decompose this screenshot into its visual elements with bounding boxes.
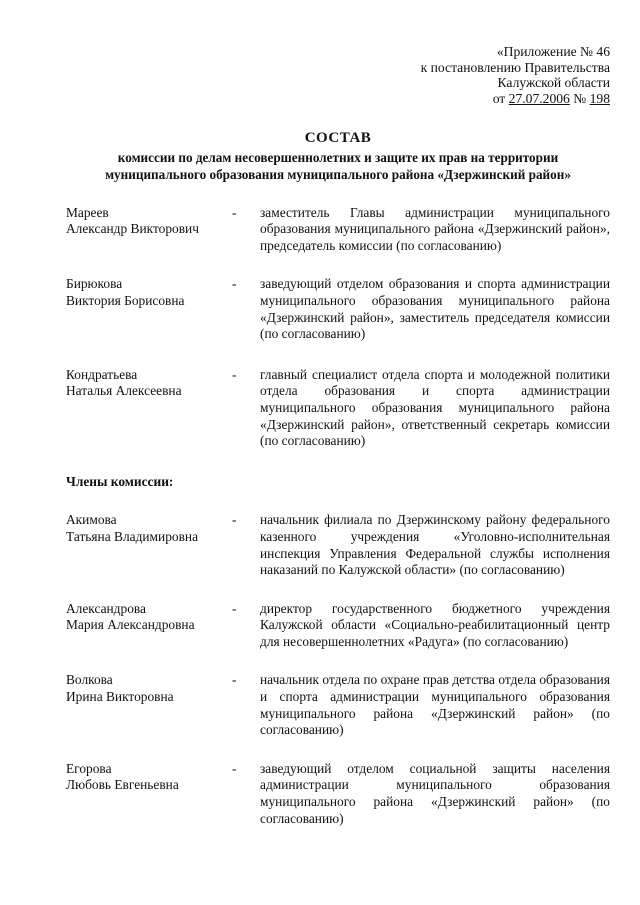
- dash: -: [232, 204, 237, 220]
- person-role: главный специалист отдела спорта и молодежной политики отдела образования и спорта администрации муниципального образования муниципального района «Дзержинский район», ответственный секретарь комиссии (по согласованию): [260, 366, 610, 449]
- subtitle-line: комиссии по делам несовершеннолетних и защите их прав на территории: [117, 150, 559, 166]
- member-row: [66, 672, 610, 738]
- appendix-date-line: [66, 91, 610, 107]
- person-row: [66, 205, 610, 255]
- given-names: Татьяна Владимировна: [66, 528, 199, 544]
- given-names: Наталья Алексеевна: [66, 383, 182, 399]
- appendix-line: к постановлению Правительства: [420, 59, 610, 75]
- surname: Волкова: [66, 672, 113, 688]
- member-row: [66, 761, 610, 827]
- resolution-date: 27.07.2006: [508, 91, 570, 107]
- appendix-line: «Приложение № 46: [496, 44, 610, 59]
- person-role: заведующий отделом социальной защиты населения администрации муниципального образования муниципального района «Дзержинский район» (по согласованию): [260, 760, 610, 826]
- resolution-number: 198: [589, 91, 610, 107]
- surname: Кондратьева: [66, 366, 138, 382]
- person-name: [66, 205, 232, 255]
- person-name: [66, 761, 232, 827]
- person-name: [66, 276, 232, 342]
- person-role: заместитель Главы администрации муниципального образования муниципального района «Дзержинский район», председатель комиссии (по согласованию): [260, 204, 610, 253]
- person-row: [66, 367, 610, 450]
- dash: -: [232, 672, 237, 688]
- person-name: [66, 367, 232, 450]
- appendix-block: [66, 44, 610, 107]
- appendix-line: Калужской области: [497, 75, 610, 91]
- person-row: [66, 276, 610, 342]
- document-subtitle: [66, 150, 610, 183]
- person-role: заведующий отделом образования и спорта администрации муниципального образования муниципального района «Дзержинский район», заместитель председателя комиссии (по согласованию): [260, 276, 610, 342]
- member-row: [66, 601, 610, 651]
- subtitle-line: муниципального образования муниципального района «Дзержинский район»: [105, 167, 571, 182]
- date-prefix: от: [492, 91, 509, 107]
- given-names: Мария Александровна: [66, 617, 195, 633]
- given-names: Ирина Викторовна: [66, 689, 174, 705]
- given-names: Виктория Борисовна: [66, 292, 185, 308]
- number-prefix: №: [569, 91, 590, 107]
- member-row: [66, 512, 610, 578]
- person-name: [66, 601, 232, 651]
- dash: -: [232, 760, 237, 776]
- person-name: [66, 512, 232, 578]
- surname: Егорова: [66, 760, 112, 776]
- person-name: [66, 672, 232, 738]
- surname: Александрова: [66, 600, 146, 616]
- dash: -: [232, 366, 237, 382]
- members-heading: Члены комиссии:: [66, 473, 174, 489]
- dash: -: [232, 512, 237, 528]
- surname: Мареев: [66, 204, 109, 220]
- given-names: Александр Викторович: [66, 221, 199, 237]
- person-role: директор государственного бюджетного учреждения Калужской области «Социально-реабилитационный центр для несовершеннолетних «Радуга» (по согласованию): [260, 600, 610, 649]
- given-names: Любовь Евгеньевна: [66, 777, 179, 793]
- person-role: начальник филиала по Дзержинскому району федерального казенного учреждения «Уголовно-исполнительная инспекция Управления Федеральной службы исполнения наказаний по Калужской области» (по согласованию): [260, 512, 610, 578]
- surname: Бирюкова: [66, 276, 123, 292]
- surname: Акимова: [66, 512, 117, 528]
- dash: -: [232, 600, 237, 616]
- dash: -: [232, 276, 237, 292]
- document-title: СОСТАВ: [304, 129, 372, 146]
- person-role: начальник отдела по охране прав детства отдела образования и спорта администрации муниципального образования муниципального района «Дзержинский район» (по согласованию): [260, 672, 610, 738]
